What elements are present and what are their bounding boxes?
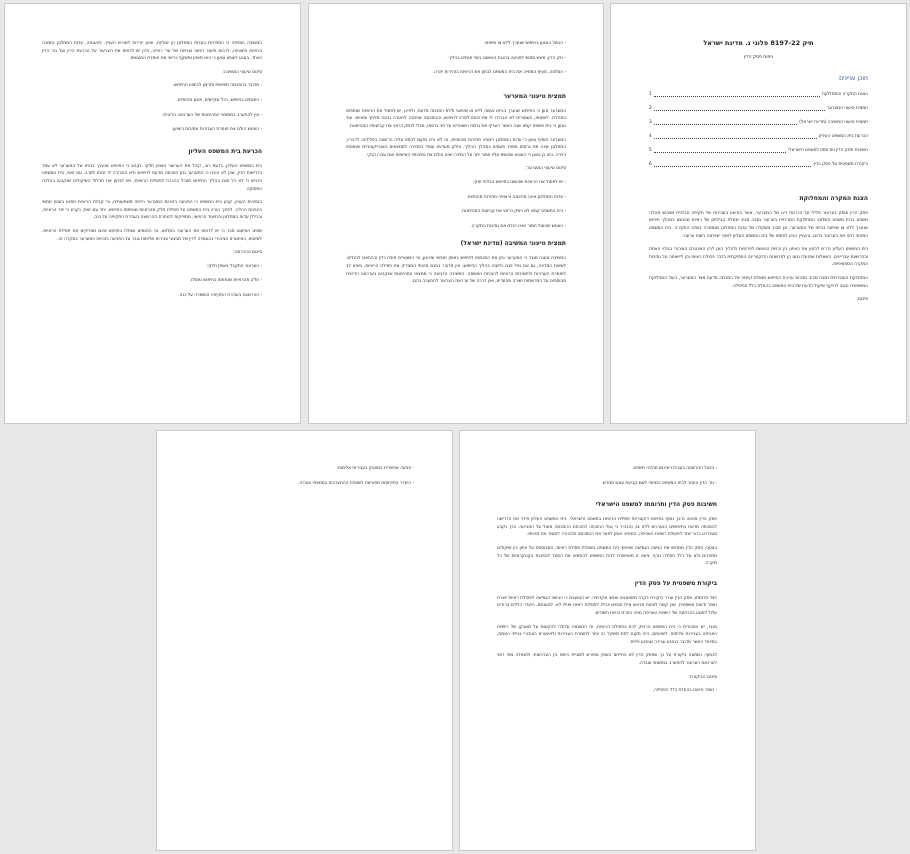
list-item: - גזר הדין הוחזר לבית המשפט המחוזי לשם קביעת עונש מחדש. <box>497 480 717 488</box>
list-item: - חוסר ודאות בהחלת כלל הפסילה. <box>497 687 717 695</box>
paragraph: המערער טען כי החיפוש שנערך בביתו נעשה ללא צו שיפוטי וללא הסכמה מדעת, ולפיכך יש לפסול את הראיות שנתפסו במהלכו. לשיטתו, השוטרים לא הבהירו לו את זכותו לסרב לחיפוש, וההסכמה שניתנה לכאורה נבעה מלחץ ומאיום. עוד נטען כי בית משפט קמא שגה כאשר העדיף את גרסת השוטרים על פני גרסתו, מבלי לנמק כראוי את קביעותיו המהימנות. <box>346 108 566 129</box>
toc-entry[interactable]: תמצית טיעוני המערער 2 <box>649 106 868 112</box>
paragraph: פסק הדין מהווה נדבך נוסף בפיתוח דוקטרינת פסילת הראיות במשפט הישראלי. בית המשפט העליון חידד את הדרישה להסכמה מדעת בחיפושים הנערכים ללא צו, והבהיר כי נטל ההוכחה להוכחת ההסכמה מוטל על התביעה. בכך נקבע סטנדרט ברור יותר לפעולת רשויות האכיפה, המחייב אותן לתעד את ההסכמה ולהבהיר לחשוד את זכויותיו. <box>497 517 717 538</box>
list-item: - נזק הדין, חשש ממשי לפגיעה בהגנת הנאשם בשל פגמים בהליך. <box>346 55 566 63</box>
paragraph: המשיבה טענה מנגד כי המערער נתן את הסכמתו לחיפוש באופן חופשי ומרצון, וכי השוטרים פעלו כדין ובהתאם לנהלים. לשיטת המדינה, גם אם נפל פגם כלשהו בהליך החיפוש, אין מדובר בפגם מהותי המצדיק את פסילת הראיות, בשים לב לחומרת העבירות ולחשיבות הראיות להוכחת האשמה. המשיבה הדגישה כי ממצאי המהימנות שנקבעו בערכאה הדיונית מבוססים על התרשמות ישירה מהעדים, ואין דרכה של ערכאת הערעור להתערב בהם. <box>346 256 566 285</box>
summary-label: סיכום ההכרעה: <box>233 250 262 256</box>
list-item: - המלצה, סעיף המחייב את בית המשפט לבחון את הראיות בזהירות יתרה. <box>346 69 566 77</box>
section-heading: הצגת המקרה והמחלוקת <box>799 194 868 202</box>
list-item: - היעדר התייחסות מפורשת לשאלת ההתערבות בממצאי עובדה. <box>194 480 414 488</box>
paragraph: בנסיבות העניין, קבע בית המשפט כי הפגיעה בזכויות המערער הייתה משמעותית, וכי קבלת הראיות תפגע באופן ממשי בהגינות ההליך. לפיכך הורה בית המשפט על פסילת חלק מהראיות שנתפסו בחיפוש. יחד עם זאת, נקבע כי יתר הראיות, ובכללן עדות המתלונן והתיעוד הרפואי, מספיקות להותרת ההרשעה בעבירת התקיפה על כנה. <box>42 200 262 221</box>
section-heading: הכרעת בית המשפט העליון <box>188 147 262 155</box>
bullet-list <box>346 40 566 77</box>
list-item: - הכשל הנטען בחיפוש שנערך ללא צו שיפוטי. <box>346 40 566 48</box>
paragraph: פסק הדין עוסק בערעור פלילי על הכרעת דינו של המערער, אשר הורשע בעבירות של תקיפה חבלנית ושיבוש מהלכי משפט בבית משפט השלום. המחלוקת המרכזית בערעור נסבה סביב שאלת קבילותן של ראיות שהושגו במהלך חיפוש שנערך ללא צו שיפוטי בביתו של המערער, וכן סביב משקלה של עדות המתלונן שנמסרה בשלב החקירה. בית המשפט המחוזי דחה את הערעור ברובו, והעניין הגיע לפתחו של בית המשפט העליון לאחר שניתנה רשות ערעור. <box>649 210 868 239</box>
paragraph: המחלוקת העובדתית נסבה סביב נסיבות עריכת החיפוש ושאלת קיומה של הסכמה מדעת מצד המערער, בעוד המחלוקת המשפטית נגעה להיקף שיקול הדעת של בית המשפט בהחלת כלל הפסילה. <box>649 275 868 289</box>
list-item: - בית המשפט קמא לא נימק כראוי את קביעות המהימנות. <box>346 208 566 216</box>
document-page-3 <box>4 3 301 424</box>
list-item: - הערעור התקבל באופן חלקי. <box>42 263 262 271</box>
toc-entry[interactable]: הכרעת בית המשפט העליון 4 <box>649 134 868 140</box>
bullet-list <box>497 465 717 487</box>
paragraph: לבסוף, נשמעה ביקורת על כך שפסק הדין לא התייחס באופן מפורש לסוגיית היחס בין הערכאות, ולשאלה מתי ראוי לערכאת הערעור להתערב בממצאי עובדה. <box>497 653 717 666</box>
summary-label: סיכום: <box>856 297 868 303</box>
paragraph: לצד תרומתו, פסק הדין עורר ביקורת בקרב משפטנים ואנשי אקדמיה. יש הטוענים כי הגישה הגמישה לפסילת ראיות יוצרת חוסר ודאות משפטית, שכן קשה לצפות מראש אילו פגמים יובילו לפסילת ראיות ואילו לא. לטענתם, היעדר כללים ברורים עלול לפגוע בהרתעה של רשויות האכיפה מפני הפרת זכויות חשודים. <box>497 595 717 616</box>
summary-label: סיכום טיעוני המערער: <box>525 166 566 172</box>
list-item: - העונש שהוטל חמור ואינו הולם את נסיבות המקרה. <box>346 223 566 231</box>
list-item: - אין להתערב בממצאי המהימנות של הערכאה הדיונית. <box>42 112 262 120</box>
bullet-list <box>42 263 262 300</box>
document-page-4 <box>459 430 756 851</box>
summary-label: סיכום הביקורת: <box>688 674 717 680</box>
list-item: - יש לפסול את הראיות שהושגו בחיפוש הבלתי חוקי. <box>346 179 566 187</box>
toc-entry[interactable]: תמצית טיעוני המשיבה (מדינת ישראל) 3 <box>649 120 868 126</box>
bullet-list <box>42 82 262 133</box>
bullet-list <box>194 465 414 487</box>
section-heading: ביקורת משפטית על פסק הדין <box>634 579 717 587</box>
document-subtitle: ניתוח פסק הדין <box>743 54 774 60</box>
document-title: תיק 8197-22 פלוני נ. מדינת ישראל <box>703 39 814 47</box>
list-item: - ההרשעה בעבירת התקיפה הושארה על כנה. <box>42 292 262 300</box>
toc-entry[interactable]: ביקורת משפטית על פסק הדין 6 <box>649 162 868 168</box>
table-of-contents <box>649 85 868 169</box>
document-page-1 <box>610 3 907 424</box>
toc-entry[interactable]: הצגת המקרה והמחלוקת 1 <box>649 92 868 98</box>
section-heading: תמצית טיעוני המערער <box>503 92 566 100</box>
list-item: - מדובר בהסכמה חופשית ומרצון לביצוע החיפוש. <box>42 82 262 90</box>
section-heading: חשיבות פסק הדין ותרומתו למשפט הישראלי <box>595 501 717 509</box>
summary-label: סיכום טיעוני המשיבה: <box>222 69 262 75</box>
bullet-list <box>346 179 566 230</box>
paragraph: בנוסף, פסק הדין ממחיש את הגישה הגמישה שאימץ בית המשפט בשאלת פסילת ראיות, המבוססת על איזון בין שיקולים מתחרים ולא על כלל פסילה גורף. גישה זו מאפשרת לבית המשפט להתאים את הסעד לנסיבות הקונקרטיות של כל מקרה. <box>497 545 717 567</box>
toc-entry[interactable]: חשיבות פסק הדין ותרומתו למשפט הישראלי 5 <box>649 148 868 154</box>
section-heading: תמצית טיעוני המשיבה (מדינת ישראל) <box>460 240 566 248</box>
list-item: - ביטול ההרשעה בעבירת שיבוש מהלכי משפט. <box>497 465 717 473</box>
paragraph: בית המשפט העליון, בדעת רוב, קיבל את הערעור באופן חלקי. נקבע כי החיפוש שנערך בביתו של המערער לא עמד בדרישות הדין, שכן לא הוכח כי המערער נתן הסכמה מדעת לחיפוש ולא הובהרה לו זכותו לסרב. עם זאת, בית המשפט הדגיש כי לא כל פגם בהליך החיפוש מוביל בהכרח לפסילת הראיות, ויש לבחון את מכלול השיקולים שנקבעו בהלכה הפסוקה. <box>42 163 262 192</box>
list-item: - הפגמים בחיפוש, ככל שקיימים, אינם מהותיים. <box>42 97 262 105</box>
paragraph: שופט המיעוט סבר כי יש לדחות את הערעור במלואו, וכי הפגמים שנפלו בחיפוש אינם מצדיקים את פסילת הראיות. לשיטתו, האינטרס הציבורי בהעמדה לדין של מבצעי עבירות אלימות גובר על הפגיעה בזכויות המערער במקרה זה. <box>42 228 262 242</box>
paragraph: בית המשפט העליון נדרש לבחון את האיזון בין זכויות הנאשם לפרטיות ולהליך הוגן לבין האינטרס הציבורי בגילוי האמת ובהרשעת עבריינים. השאלות שהועלו נגעו הן לפרשנות הדוקטרינה הפסיקתית בדבר פסילת ראיות והן ליישומה על נסיבות המקרה הספציפיות. <box>649 247 868 268</box>
list-item: - עדות המתלונן אינה מהימנה ורצופה סתירות מהותיות. <box>346 194 566 202</box>
paragraph: המשיבה הוסיפה כי הסתירות בעדות המתלונן הן שוליות, ואינן יורדות לשורש העניין. לטענתה, עדות המתלונן נתמכה בראיות חיצוניות, לרבות תיעוד רפואי ועדויות של עדי ראייה, ולכן יש לדחות את הערעור על הכרעת הדין ועל גזר הדין כאחד. בנוגע לעונש נטען כי הוא מאוזן ומשקף כראוי את חומרת המעשים. <box>42 41 262 62</box>
list-item: - העונש הולם את חומרת העבירות ונסיבות ביצוען. <box>42 126 262 134</box>
list-item: - חלק מהראיות שנתפסו בחיפוש נפסלו. <box>42 277 262 285</box>
document-page-5 <box>156 430 453 851</box>
toc-heading: תוכן עניינים <box>839 75 868 83</box>
paragraph: מנגד, יש הסבורים כי בית המשפט הרחיק לכת בפסילת הראיות, וכי התוצאה עלולה להקשות על מאבקן של רשויות האכיפה בעבירות אלימות. לשיטתם, היה מקום לתת משקל רב יותר לחומרת העבירות ולאינטרס הציבורי בגילוי האמת, במיוחד כאשר מדובר בנפגע עבירה שנפגע פיזית. <box>497 624 717 645</box>
list-item: - פגיעה אפשרית במאבק בעבירות אלימות. <box>194 465 414 473</box>
document-page-2 <box>308 3 604 424</box>
paragraph: המערער הוסיף וטען כי עדות המתלונן רצופה סתירות מהותיות, וכי לא היה מקום לבסס עליה הרשעה בפלילים. לדבריו, המתלונן שינה את גרסתו מספר פעמים במהלך ההליך, וחלק מעדותו עומד בסתירה לממצאים האובייקטיביים שנאספו בזירה. כמו כן נטען כי העונש שהושת עליו חמור יתר על המידה ואינו הולם את נסיבותיו האישיות ואת עברו הנקי. <box>346 137 566 158</box>
bullet-list <box>497 687 717 695</box>
